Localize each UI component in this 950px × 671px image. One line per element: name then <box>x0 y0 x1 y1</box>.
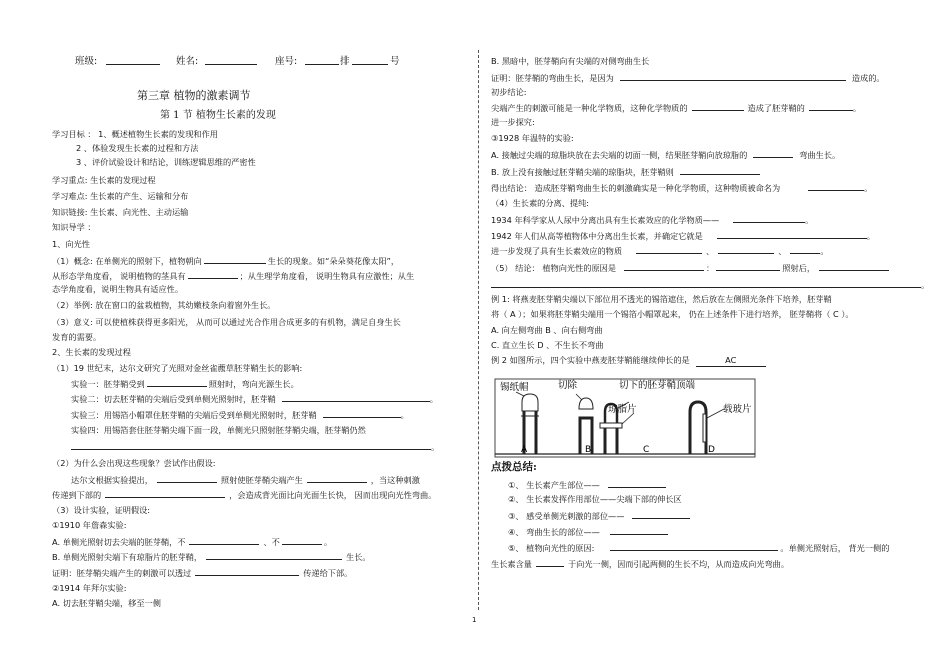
blank-field[interactable] <box>753 149 793 158</box>
blank-field[interactable] <box>624 262 704 271</box>
goal-line-3: 3 、评价试验设计和结论，训练逻辑思维的严密性 <box>76 157 256 167</box>
page-number: 1 <box>472 616 477 624</box>
summary-heading: 点拨总结: <box>491 461 537 473</box>
blank-field[interactable] <box>157 474 217 483</box>
difficulty: 学习难点: 生长素的产生、运输和分布 <box>52 191 189 201</box>
went-heading: ③1928 年温特的实验: <box>491 133 574 143</box>
hypothesis-line-1: 达尔文根据实验提出， 照射使胚芽鞘尖端产生 ，当这种刺激 <box>71 475 420 485</box>
blank-field[interactable] <box>105 489 225 498</box>
paal-a: A. 切去胚芽鞘尖端，移至一侧 <box>52 598 161 608</box>
blank-field[interactable] <box>204 255 266 264</box>
label-pointer <box>576 394 582 400</box>
hypothesis-question: （2）为什么会出现这些现象？尝试作出假设: <box>52 458 216 468</box>
further-explore: 进一步探究: <box>491 117 535 127</box>
example-1-line-2: 将（ A ）；如果将胚芽鞘尖端用一个锡箔小帽罩起来， 仍在上述条件下进行培养， 胚芽鞘将（ C ）。 <box>491 309 854 319</box>
concept-line-3: 态学角度看，说明生物具有适应性。 <box>52 284 184 294</box>
row-label: 排 <box>340 56 350 67</box>
blank-field[interactable] <box>692 102 744 111</box>
example-1-options-cd: C. 直立生长 D 、不生长不弯曲 <box>491 340 604 350</box>
name-field[interactable] <box>205 56 257 68</box>
goal-line-2: 2 、体验发现生长素的过程和方法 <box>76 143 199 153</box>
blank-field[interactable] <box>620 72 846 81</box>
jensen-heading: ①1910 年詹森实验: <box>52 520 127 530</box>
agar-slice <box>600 423 622 428</box>
blank-field[interactable] <box>610 542 778 551</box>
blank-field[interactable] <box>323 409 401 418</box>
exp-3: 实验三：用锡箔小帽罩住胚芽鞘的尖端后受到单侧光照射时，胚芽鞘 。 <box>71 410 409 420</box>
example-line: （2）举例: 放在窗口的盆栽植物，其幼嫩枝条向着窗外生长。 <box>52 300 276 310</box>
went-b: B. 放上没有接触过胚芽鞘尖端的琼脂块，胚芽鞘则 <box>491 166 760 178</box>
hypothesis-line-2: 传递到下部的 ，会造成背光面比向光面生长快， 因而出现向光性弯曲。 <box>52 490 437 500</box>
seat-field[interactable] <box>305 56 339 68</box>
label-agar: 琼脂片 <box>608 404 637 415</box>
blank-field[interactable] <box>718 245 774 254</box>
blank-field[interactable] <box>536 558 564 567</box>
jensen-a: A. 单侧光照射切去尖端的胚芽鞘，不 、不 。 <box>52 537 333 547</box>
coleoptile-c-base <box>605 428 617 454</box>
preliminary-conclusion: 初步结论: <box>491 87 527 97</box>
went-a: A. 接触过尖端的琼脂块放在去尖端的切面一侧，结果胚芽鞘向放琼脂的 弯曲生长。 <box>491 150 841 160</box>
blank-field[interactable] <box>206 551 342 560</box>
blank-field[interactable] <box>147 378 207 387</box>
column-divider <box>478 50 479 610</box>
row-field[interactable] <box>352 56 388 68</box>
example-1-options-ab: A. 向左侧弯曲 B 、向右侧弯曲 <box>491 325 603 335</box>
example-1-line-1: 例 1: 将燕麦胚芽鞘尖端以下部位用不透光的锡箔遮住，然后放在左侧照光条件下培养，胚芽鞘 <box>491 294 832 304</box>
blank-field[interactable] <box>610 526 668 535</box>
blank-field[interactable] <box>819 262 889 271</box>
summary-5: ⑤、 植物向光性的原因: 。单侧光照射后， 背光一侧的 <box>508 543 890 553</box>
key-point: 学习重点: 生长素的发现过程 <box>52 175 156 185</box>
blank-field[interactable] <box>790 245 820 254</box>
paal-proof: 证明：胚芽鞘的弯曲生长，是因为 造成的。 <box>491 73 885 83</box>
paal-heading: ②1914 年拜尔实验: <box>52 583 127 593</box>
foil-cap <box>522 394 538 411</box>
jensen-b: B. 单侧光照射尖端下有琼脂片的胚芽鞘， 生长。 <box>52 552 371 562</box>
example-2: 例 2 如图所示，四个实验中燕麦胚芽鞘能继续伸长的是 AC <box>491 355 766 367</box>
blank-field[interactable] <box>195 567 299 576</box>
exp-2: 实验二：切去胚芽鞘的尖端后受到单侧光照射时，胚芽鞘 。 <box>71 394 438 404</box>
letter-b: B <box>585 445 592 455</box>
summary-4: ④、 弯曲生长的部位—— <box>508 526 668 538</box>
isolation-more: 进一步发现了具有生长素效应的物质 、 、 。 <box>491 246 829 256</box>
blank-field[interactable] <box>808 182 864 191</box>
exp-1: 实验一：胚芽鞘受到 照射时，弯向光源生长。 <box>71 379 299 389</box>
preliminary-line: 尖端产生的刺激可能是一种化学物质，这种化学物质的 造成了胚芽鞘的 。 <box>491 103 862 113</box>
blank-field[interactable] <box>636 245 702 254</box>
exp-4-blank[interactable]: 。 <box>71 441 439 453</box>
darwin-intro: （1）19 世纪末，达尔文研究了光照对金丝雀藨草胚芽鞘生长的影响: <box>52 363 303 373</box>
class-label: 班级: <box>75 56 98 67</box>
label-cut-tip: 切下的胚芽鞘顶端 <box>619 380 696 391</box>
knowledge-guide: 知识导学 ： <box>52 222 96 232</box>
blank-field[interactable] <box>282 393 430 402</box>
summary-1: ①、 生长素产生部位—— <box>508 479 666 491</box>
isolation-1934: 1934 年科学家从人尿中分离出具有生长素效应的化学物质—— 。 <box>491 215 814 225</box>
letter-a: A <box>521 445 528 455</box>
name-label: 姓名: <box>176 56 199 67</box>
num-label: 号 <box>390 56 400 67</box>
went-conclusion: 得出结论： 造成胚芽鞘弯曲生长的刺激确实是一种化学物质，这种物质被命名为 。 <box>491 183 873 193</box>
concept-line-1: （1）概念: 在单侧光的照射下，植物朝向 生长的现象。如“朵朵葵花像太阳”， <box>52 256 400 266</box>
concept-line-2: 从形态学角度看， 说明植物的茎具有 ；从生理学角度看， 说明生物具有应激性；从生 <box>52 271 415 281</box>
final-conclusion: （5） 结论： 植物向光性的原因是 ： 照射后， <box>491 262 889 274</box>
meaning-line-2: 发育的需要。 <box>52 332 102 342</box>
section-title: 第 1 节 植物生长素的发现 <box>160 110 276 121</box>
blank-field[interactable] <box>189 536 259 545</box>
blank-field[interactable] <box>716 262 780 271</box>
paal-b: B. 黑暗中，胚芽鞘向有尖端的对侧弯曲生长 <box>491 56 650 66</box>
final-conclusion-blank[interactable]: 。 <box>491 279 929 291</box>
coleoptile-diagram <box>494 378 756 458</box>
chapter-title: 第三章 植物的激素调节 <box>137 89 251 102</box>
blank-field[interactable] <box>282 536 322 545</box>
label-pointer <box>707 409 724 418</box>
blank-field[interactable] <box>809 102 853 111</box>
goal-line-1: 学习目标 ： 1、概述植物生长素的发现和作用 <box>52 129 218 139</box>
blank-field[interactable] <box>733 214 805 223</box>
design-experiment: （3）设计实验，证明假设: <box>52 505 151 515</box>
blank-field[interactable] <box>717 230 867 239</box>
seat-label: 座号: <box>275 56 298 67</box>
blank-field[interactable] <box>632 510 690 519</box>
example-2-answer: AC <box>696 355 766 367</box>
heading-phototropism: 1、向光性 <box>52 239 90 249</box>
glass-slide <box>703 414 706 442</box>
class-field[interactable] <box>106 56 160 68</box>
meaning-line-1: （3）意义: 可以使植株获得更多阳光， 从而可以通过光合作用合成更多的有机物，满足自身生长 <box>52 317 401 327</box>
exp-4: 实验四：用锡箔套住胚芽鞘尖端下面一段，单侧光只照射胚芽鞘尖端，胚芽鞘仍然 <box>71 425 366 435</box>
summary-2: ②、 生长素发挥作用部位——尖端下部的伸长区 <box>508 494 682 504</box>
knowledge-link: 知识链接: 生长素、向光性、主动运输 <box>52 207 189 217</box>
blank-field[interactable] <box>680 166 760 175</box>
label-glass-slide: 载玻片 <box>723 404 752 415</box>
letter-d: D <box>708 445 715 455</box>
isolation-heading: （4）生长素的分离、提纯: <box>491 198 590 208</box>
summary-5-cont: 生长素含量 于向光一侧，因而引起两侧的生长不均，从而造成向光弯曲。 <box>491 559 790 569</box>
label-foil-cap: 锡纸帽 <box>500 382 529 393</box>
blank-field[interactable] <box>188 270 238 279</box>
blank-field[interactable] <box>307 474 367 483</box>
label-cut: 切除 <box>558 380 578 391</box>
blank-field[interactable] <box>608 479 666 488</box>
jensen-proof: 证明：胚芽鞘尖端产生的刺激可以透过 传递给下部。 <box>52 568 353 578</box>
isolation-1942: 1942 年人们从高等植物体中分离出生长素，并确定它就是 。 <box>491 231 875 241</box>
heading-discovery: 2、生长素的发现过程 <box>52 347 131 357</box>
letter-c: C <box>643 445 650 455</box>
summary-3: ③、 感受单侧光刺激的部位—— <box>508 510 690 522</box>
